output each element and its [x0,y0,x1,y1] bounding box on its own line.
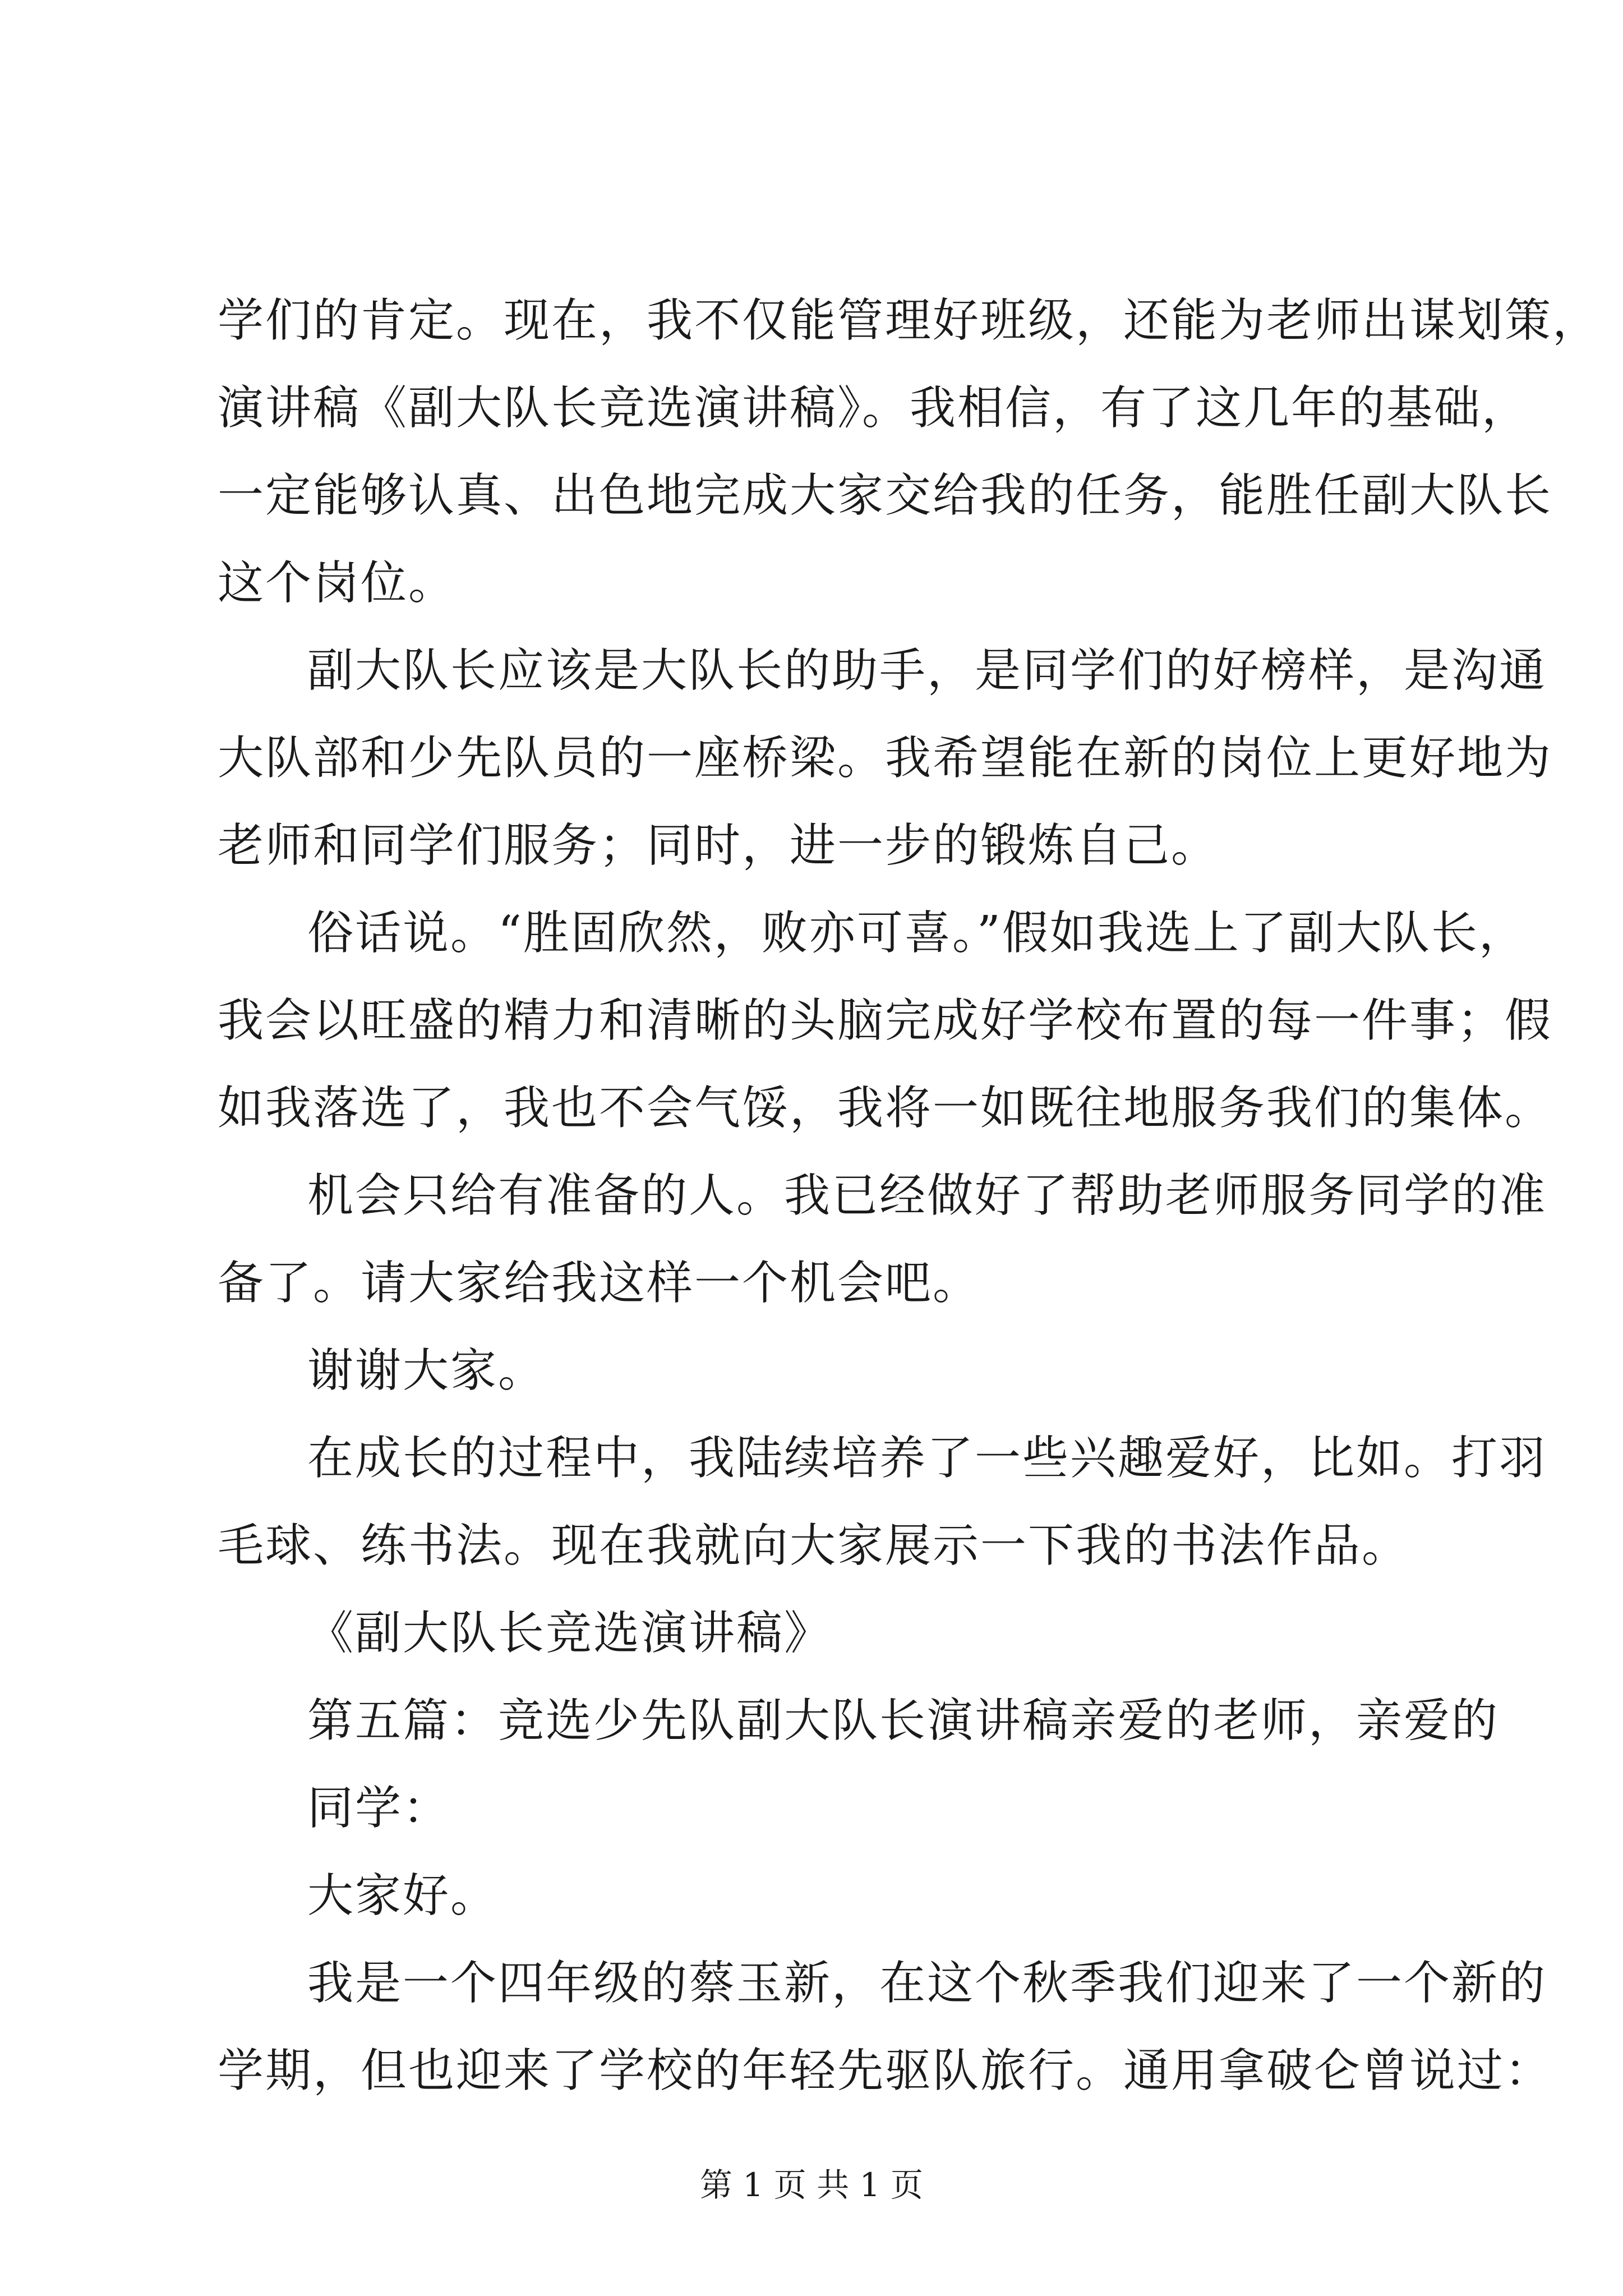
body-text-line: 这个岗位。 [218,556,457,610]
body-text-line: 第五篇：竞选少先队副大队长演讲稿亲爱的老师，亲爱的 [307,1694,1500,1747]
body-text-line: 一定能够认真、出色地完成大家交给我的任务，能胜任副大队长 [218,469,1553,522]
body-text-line: 谢谢大家。 [307,1344,546,1397]
body-text-line: 老师和同学们服务；同时，进一步的锻炼自己。 [218,819,1219,872]
body-text-line: 毛球、练书法。现在我就向大家展示一下我的书法作品。 [218,1519,1410,1572]
body-text-line: 大家好。 [307,1869,499,1922]
body-text-line: 在成长的过程中，我陆续培养了一些兴趣爱好，比如。打羽 [307,1432,1547,1485]
body-text-line: 学期，但也迎来了学校的年轻先驱队旅行。通用拿破仑曾说过： [218,2044,1553,2097]
body-text-line: 副大队长应该是大队长的助手，是同学们的好榜样，是沟通 [307,644,1547,697]
body-text-line: 俗话说。“胜固欣然，败亦可喜。”假如我选上了副大队长， [307,907,1527,960]
body-text-line: 我会以旺盛的精力和清晰的头脑完成好学校布置的每一件事；假 [218,994,1553,1047]
body-text-line: 如我落选了，我也不会气馁，我将一如既往地服务我们的集体。 [218,1082,1553,1135]
body-text-line: 演讲稿《副大队长竞选演讲稿》。我相信，有了这几年的基础， [218,381,1530,435]
body-text-line: 我是一个四年级的蔡玉新，在这个秋季我们迎来了一个新的 [307,1957,1547,2010]
body-text-line: 机会只给有准备的人。我已经做好了帮助老师服务同学的准 [307,1169,1547,1222]
page-footer: 第 1 页 共 1 页 [700,2166,923,2204]
body-text-line: 备了。请大家给我这样一个机会吧。 [218,1257,981,1310]
body-text-line: 同学： [307,1782,451,1835]
body-text-line: 学们的肯定。现在，我不仅能管理好班级，还能为老师出谋划策， [218,294,1601,347]
body-text-line: 大队部和少先队员的一座桥梁。我希望能在新的岗位上更好地为 [218,731,1553,785]
body-text-line: 《副大队长竞选演讲稿》 [307,1607,832,1660]
